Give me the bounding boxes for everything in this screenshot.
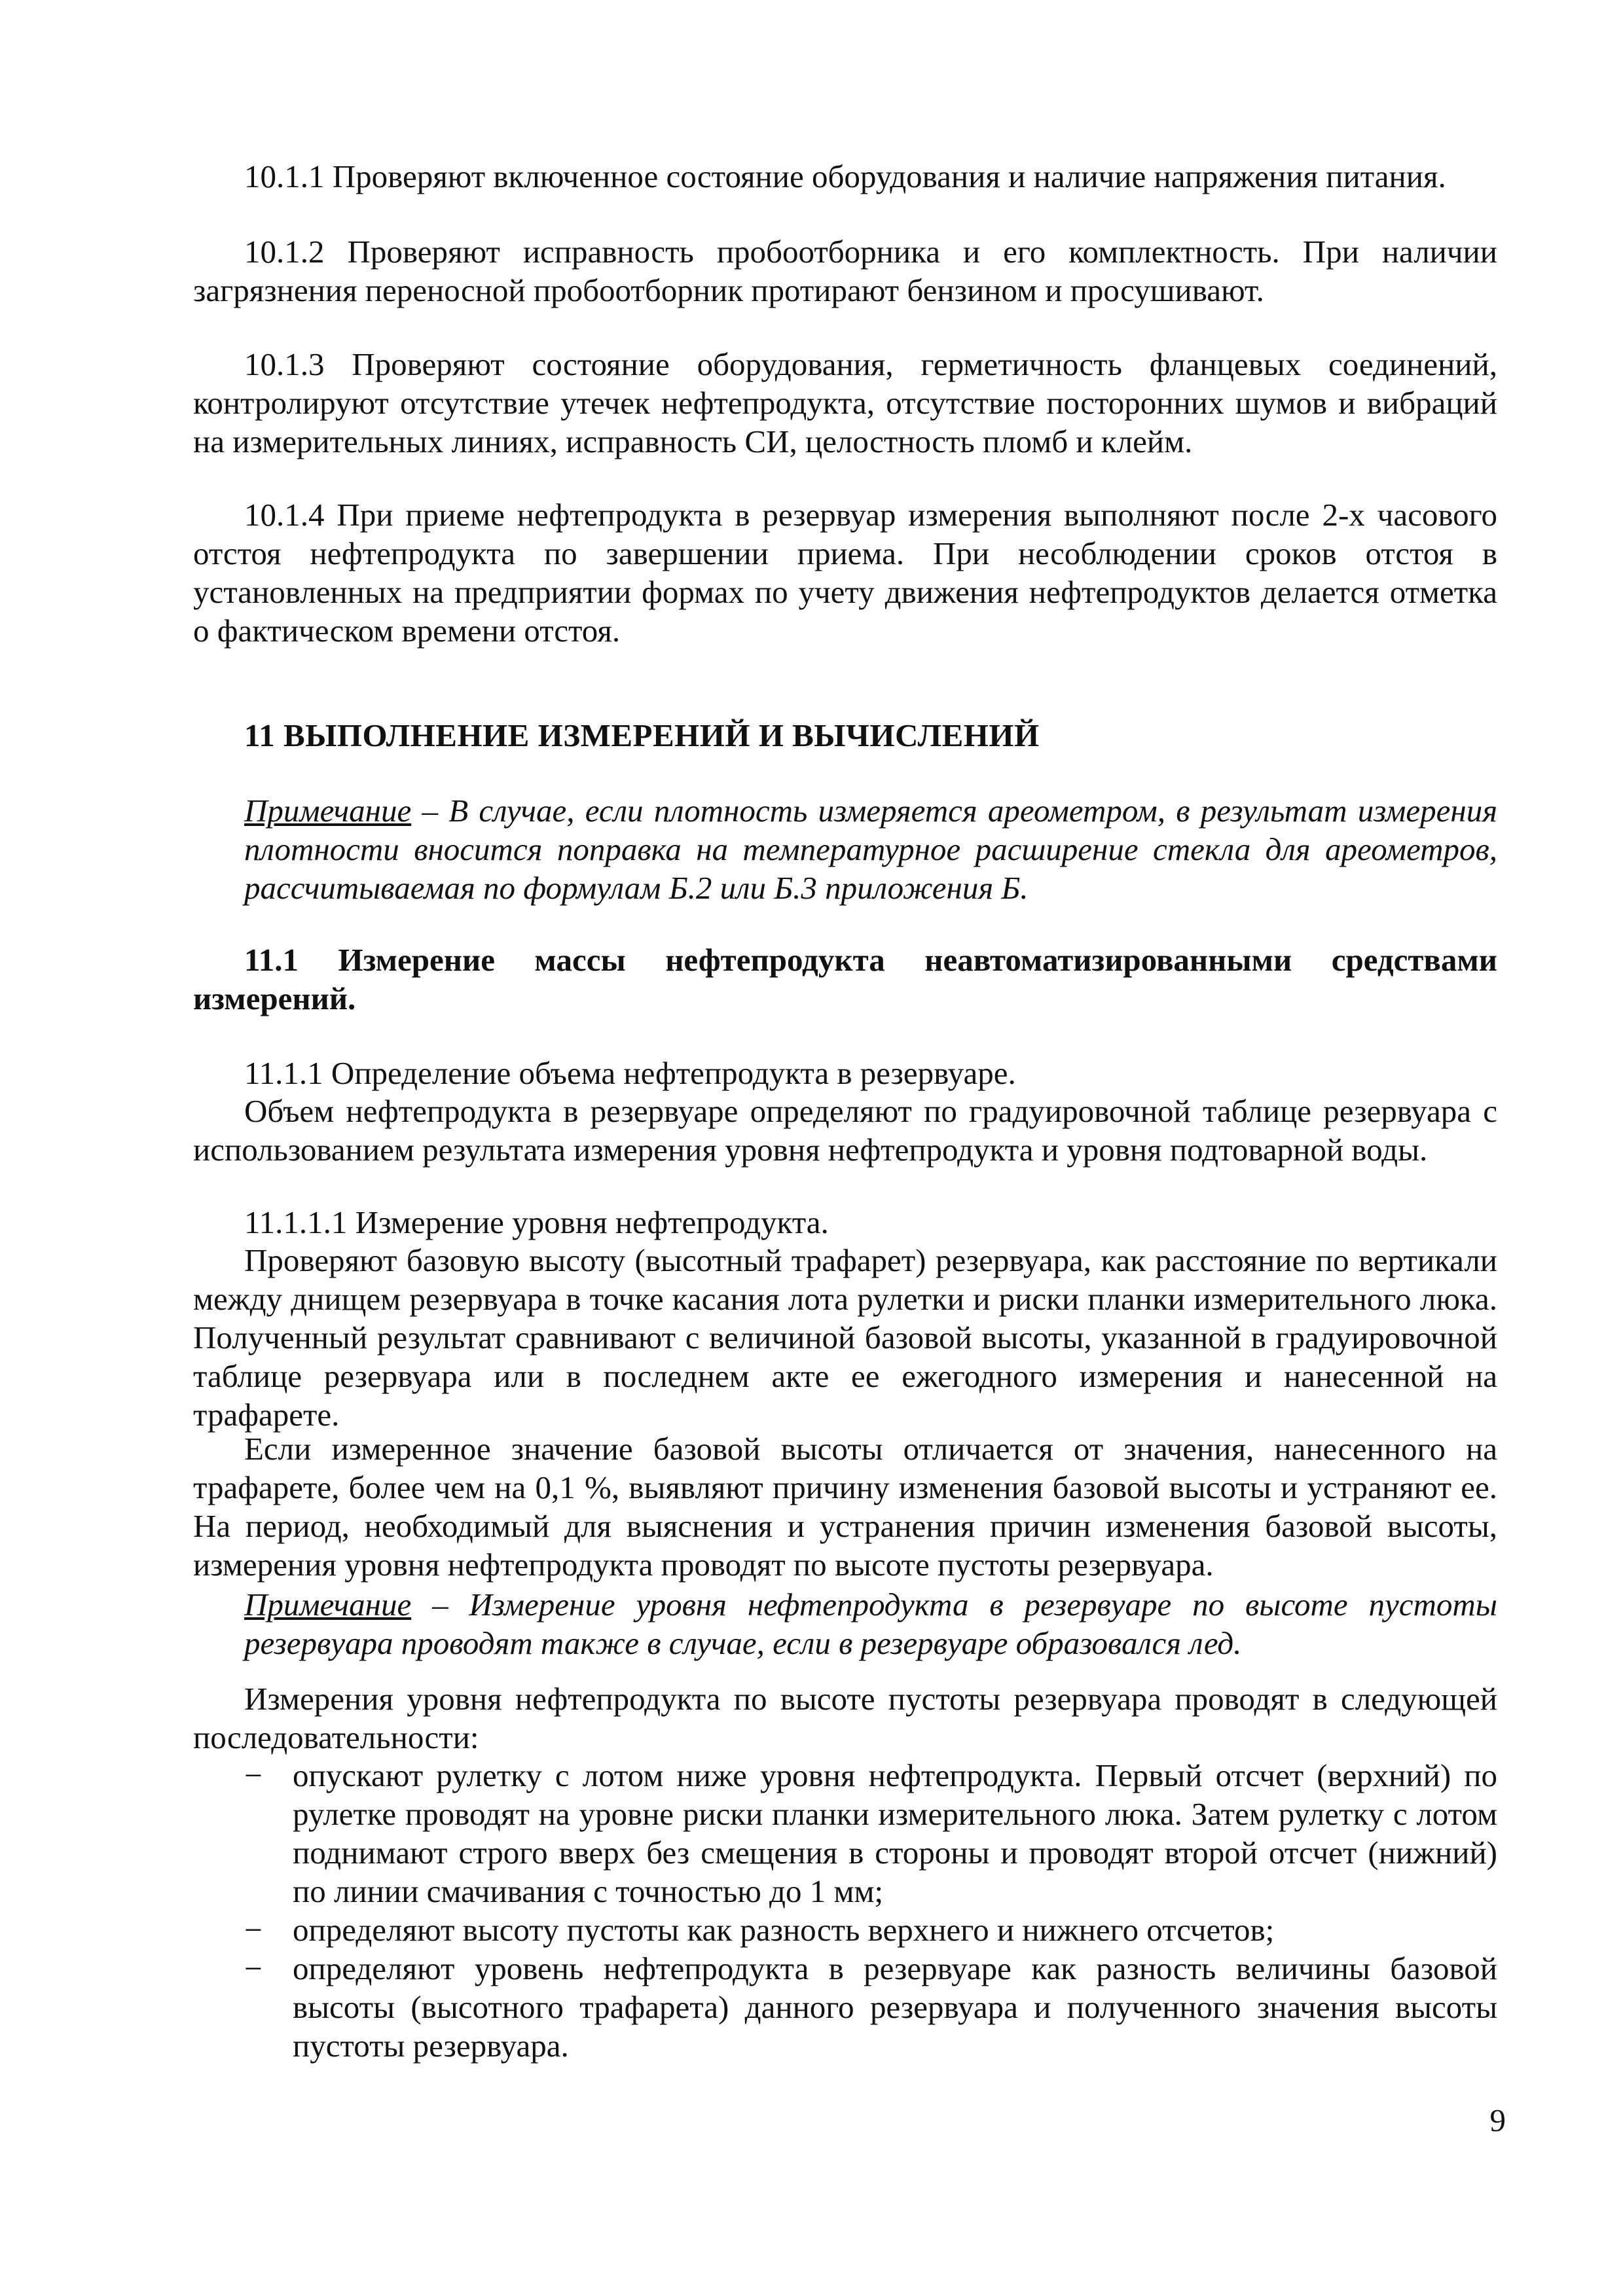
bullet-dash: − bbox=[244, 1912, 263, 1948]
list-item bbox=[244, 1910, 1497, 1949]
note2-label: Примечание bbox=[244, 1587, 412, 1623]
paragraph-base-height-deviation: Если измеренное значение базовой высоты отличается от значения, нанесенного на трафарете, более чем на 0,1 %, выявляют причину изменения базовой высоты и устраняют ее. На период, необходимый для выяснения и устранения причин изменения базовой высоты, измерения уровня нефтепродукта проводят по высоте пустоты резервуара. bbox=[193, 1431, 1497, 1583]
section-11-heading: 11 ВЫПОЛНЕНИЕ ИЗМЕРЕНИЙ И ВЫЧИСЛЕНИЙ bbox=[244, 717, 1040, 753]
measurement-steps-list bbox=[244, 1756, 1497, 2065]
list-item bbox=[244, 1756, 1497, 1910]
paragraph-base-height-check: Проверяют базовую высоту (высотный трафарет) резервуара, как расстояние по вертикали между днищем резервуара в точке касания лота рулетки и риски планки измерительного люка. Полученный результат сравнивают с величиной базовой высоты, указанной в градуировочной таблице резервуара или в последнем акте ее ежегодного измерения и нанесенной на трафарете. bbox=[193, 1242, 1497, 1433]
bullet-dash: − bbox=[244, 1950, 263, 1986]
section-11-1-heading: 11.1 Измерение массы нефтепродукта неавтоматизированными средствами измерений. bbox=[193, 942, 1497, 1016]
paragraph-sequence-intro: Измерения уровня нефтепродукта по высоте пустоты резервуара проводят в следующей последовательности: bbox=[193, 1681, 1497, 1755]
list-item-text: опускают рулетку с лотом ниже уровня нефтепродукта. Первый отсчет (верхний) по рулетке проводят на уровне риски планки измерительного люка. Затем рулетку с лотом поднимают строго вверх без смещения в стороны и проводят второй отсчет (нижний) по линии смачивания с точностью до 1 мм; bbox=[293, 1757, 1497, 1909]
paragraph-11-1-1-1-title: 11.1.1.1 Измерение уровня нефтепродукта. bbox=[244, 1204, 829, 1240]
list-item-text: определяют уровень нефтепродукта в резервуаре как разность величины базовой высоты (высотного трафарета) данного резервуара и полученного значения высоты пустоты резервуара. bbox=[293, 1950, 1497, 2064]
bullet-dash: − bbox=[244, 1757, 263, 1793]
note-density bbox=[244, 791, 1497, 907]
note-text: – В случае, если плотность измеряется ареометром, в результат измерения плотности вносится поправка на температурное расширение стекла для ареометров, рассчитываемая по формулам Б.2 или Б.3 приложения Б. bbox=[244, 793, 1497, 906]
list-item bbox=[244, 1949, 1497, 2065]
paragraph-10-1-2: 10.1.2 Проверяют исправность пробоотборника и его комплектность. При наличии загрязнения переносной пробоотборник протирают бензином и просушивают. bbox=[193, 234, 1497, 308]
paragraph-11-1-1-title: 11.1.1 Определение объема нефтепродукта в резервуаре. bbox=[244, 1055, 1016, 1091]
paragraph-10-1-3: 10.1.3 Проверяют состояние оборудования, герметичность фланцевых соединений, контролируют отсутствие утечек нефтепродукта, отсутствие посторонних шумов и вибраций на измерительных линиях, исправность СИ, целостность пломб и клейм. bbox=[193, 346, 1497, 459]
note-ice bbox=[244, 1585, 1497, 1662]
note2-text: – Измерение уровня нефтепродукта в резервуаре по высоте пустоты резервуара проводят также в случае, если в резервуаре образовался лед. bbox=[244, 1587, 1497, 1661]
paragraph-10-1-1: 10.1.1 Проверяют включенное состояние оборудования и наличие напряжения питания. bbox=[244, 158, 1446, 194]
paragraph-11-1-1-text: Объем нефтепродукта в резервуаре определяют по градуировочной таблице резервуара с использованием результата измерения уровня нефтепродукта и уровня подтоварной воды. bbox=[193, 1093, 1497, 1168]
note-label: Примечание bbox=[244, 793, 412, 829]
list-item-text: определяют высоту пустоты как разность верхнего и нижнего отсчетов; bbox=[293, 1912, 1275, 1948]
page-number: 9 bbox=[1489, 2102, 1506, 2138]
paragraph-10-1-4: 10.1.4 При приеме нефтепродукта в резервуар измерения выполняют после 2-х часового отстоя нефтепродукта по завершении приема. При несоблюдении сроков отстоя в установленных на предприятии формах по учету движения нефтепродуктов делается отметка о фактическом времени отстоя. bbox=[193, 497, 1497, 649]
